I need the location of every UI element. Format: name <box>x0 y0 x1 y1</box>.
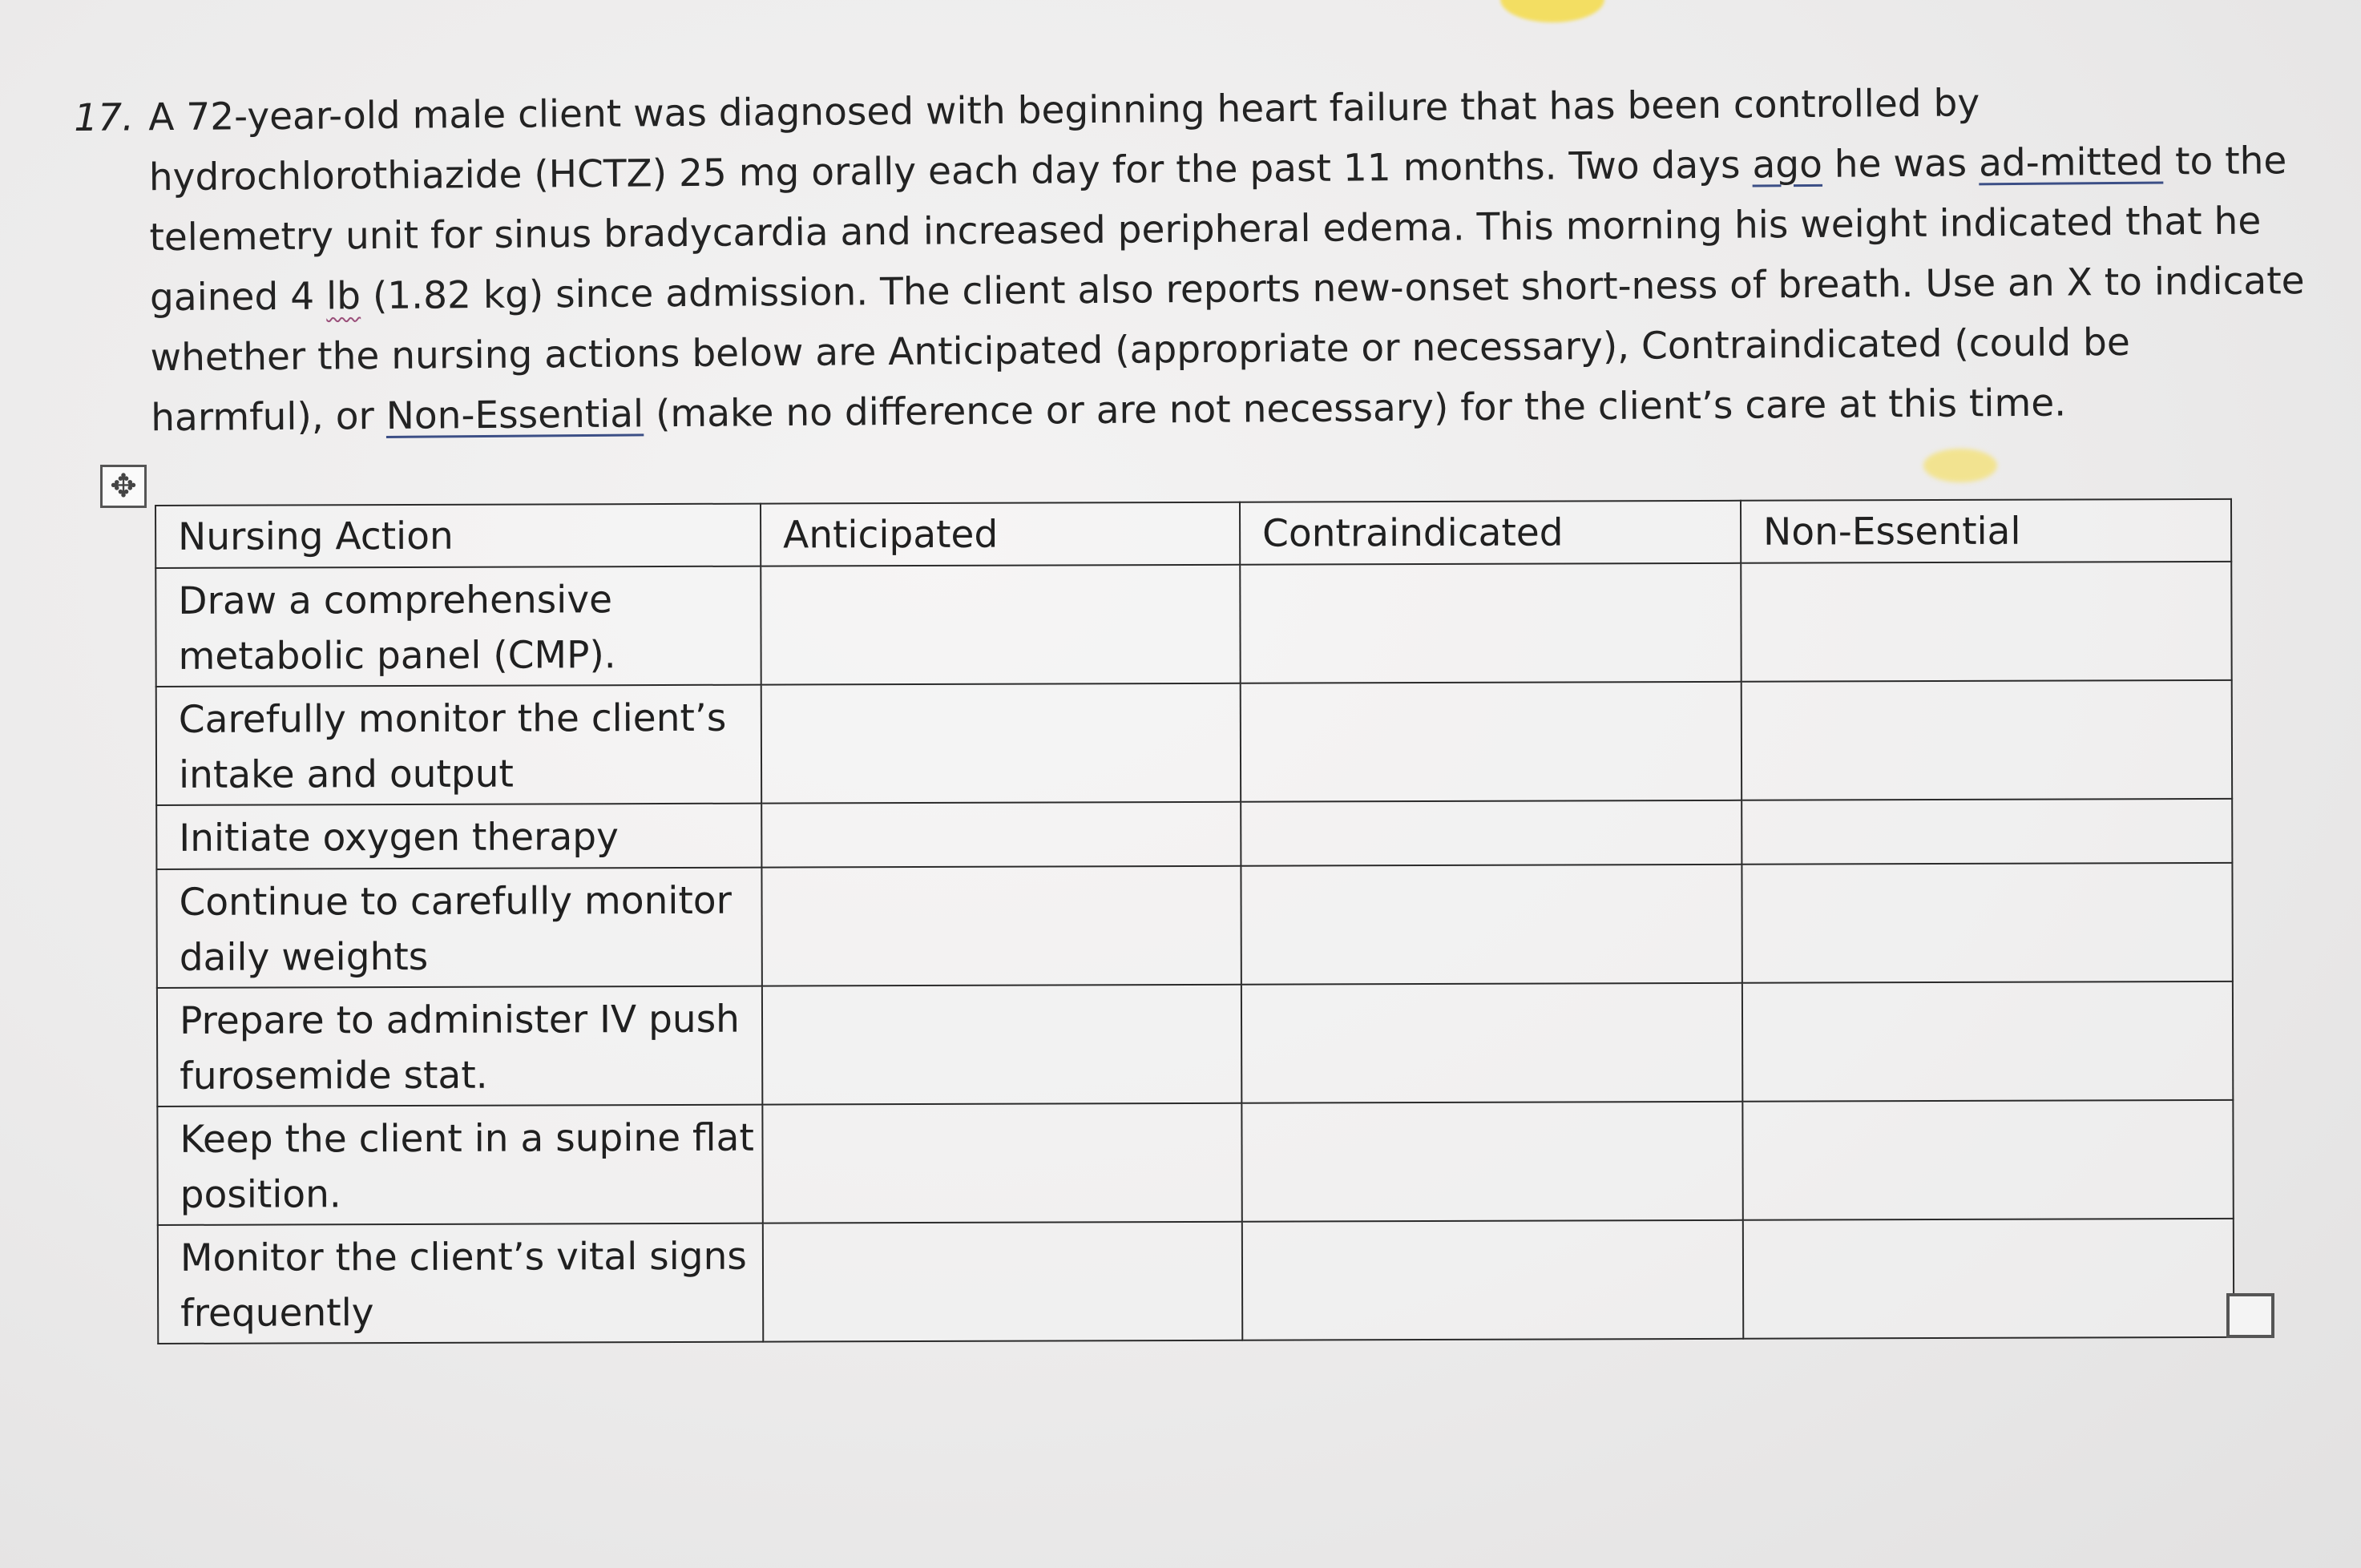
table-row <box>157 1100 2233 1225</box>
nursing-action-cell <box>156 868 761 988</box>
nursing-action-cell <box>155 566 761 687</box>
anticipated-cell[interactable] <box>761 866 1241 986</box>
column-header-anticipated: Anticipated <box>761 502 1240 566</box>
anticipated-cell[interactable] <box>761 802 1241 868</box>
nursing-action-text: Monitor the client’s vital signs <box>180 1234 747 1280</box>
question-text-segment: whether the nursing actions below are Anticipated (appropriate or necessary), Contraindicated (could be <box>150 320 2130 381</box>
anticipated-cell[interactable] <box>761 565 1240 685</box>
nursing-action-cell <box>156 804 761 869</box>
contraindicated-cell[interactable] <box>1241 682 1741 802</box>
table-row <box>156 863 2232 988</box>
light-glare <box>1923 449 1997 482</box>
non-essential-cell[interactable] <box>1741 562 2231 682</box>
question-text-segment: hydrochlorothiazide (HCTZ) 25 mg orally each day for the past 11 months. Two days <box>148 143 1741 200</box>
question-text-segment: gained 4 <box>149 274 315 320</box>
nursing-action-text: intake and output <box>178 752 515 797</box>
nursing-action-cell <box>156 685 761 805</box>
spelling-flagged-word[interactable]: lb <box>325 274 361 319</box>
nursing-action-text: daily weights <box>179 934 429 980</box>
non-essential-cell[interactable] <box>1741 863 2232 983</box>
table-header-row <box>155 499 2231 568</box>
nursing-action-text: metabolic panel (CMP). <box>178 633 616 679</box>
contraindicated-cell[interactable] <box>1241 865 1741 985</box>
question-text-segment: harmful), or <box>151 394 375 441</box>
table-row <box>155 562 2231 687</box>
non-essential-cell[interactable] <box>1741 799 2232 865</box>
contraindicated-cell[interactable] <box>1242 1220 1743 1340</box>
grammar-flagged-word[interactable]: ago <box>1752 142 1823 187</box>
contraindicated-cell[interactable] <box>1240 563 1741 683</box>
nursing-action-cell <box>158 1223 763 1344</box>
contraindicated-cell[interactable] <box>1241 983 1742 1103</box>
nursing-action-text: Keep the client in a supine flat <box>180 1115 754 1162</box>
grammar-flagged-word[interactable]: ad-mitted <box>1978 139 2164 186</box>
question-text-segment: he was <box>1834 141 1968 187</box>
contraindicated-cell[interactable] <box>1241 800 1741 866</box>
question-text-segment: A 72-year-old male client was diagnosed with beginning heart failure that has been controlled by <box>148 81 1980 140</box>
question-text-segment: (1.82 kg) since admission. The client also reports new-onset short-ness of breath. Use an X to indicate <box>372 259 2305 319</box>
column-header-contraindicated: Contraindicated <box>1240 501 1741 565</box>
question-number: 17. <box>74 95 135 140</box>
column-header-non-essential: Non-Essential <box>1741 499 2231 563</box>
table-row <box>156 799 2232 869</box>
nursing-actions-table <box>155 498 2234 1344</box>
non-essential-cell[interactable] <box>1742 982 2233 1102</box>
nursing-action-text: frequently <box>180 1291 374 1336</box>
nursing-action-text: furosemide stat. <box>180 1053 488 1098</box>
table-row <box>158 1219 2234 1344</box>
grammar-flagged-word[interactable]: Non-Essential <box>385 392 644 438</box>
non-essential-cell[interactable] <box>1741 680 2232 800</box>
nursing-action-text: position. <box>180 1172 341 1217</box>
nursing-action-text: Carefully monitor the client’s <box>178 695 727 742</box>
nursing-action-text: Prepare to administer IV push <box>179 997 741 1043</box>
nursing-actions-table-container <box>155 498 2234 1344</box>
nursing-action-text: Draw a comprehensive <box>178 578 613 623</box>
nursing-action-cell <box>157 986 762 1106</box>
anticipated-cell[interactable] <box>762 985 1241 1105</box>
table-row <box>157 982 2233 1106</box>
anticipated-cell[interactable] <box>763 1222 1242 1342</box>
nursing-action-text: Initiate oxygen therapy <box>179 815 620 861</box>
question-text <box>74 71 2305 449</box>
contraindicated-cell[interactable] <box>1241 1102 1742 1222</box>
nursing-action-cell <box>157 1105 762 1225</box>
table-row <box>156 680 2232 805</box>
anticipated-cell[interactable] <box>762 1103 1241 1223</box>
non-essential-cell[interactable] <box>1743 1219 2234 1339</box>
nursing-action-text: Continue to carefully monitor <box>179 878 733 925</box>
question-text-segment: (make no difference or are not necessary) for the client’s care at this time. <box>655 381 2067 437</box>
non-essential-cell[interactable] <box>1742 1100 2233 1220</box>
column-header-nursing-action: Nursing Action <box>155 504 761 568</box>
table-resize-handle-icon[interactable] <box>2226 1293 2274 1338</box>
light-glare <box>1500 0 1604 22</box>
anticipated-cell[interactable] <box>761 683 1241 804</box>
question-text-segment: telemetry unit for sinus bradycardia and increased peripheral edema. This morning his weight indicated that he <box>149 199 2262 260</box>
question-text-segment: to the <box>2174 139 2287 184</box>
table-move-handle-icon[interactable]: ✥ <box>100 465 147 508</box>
